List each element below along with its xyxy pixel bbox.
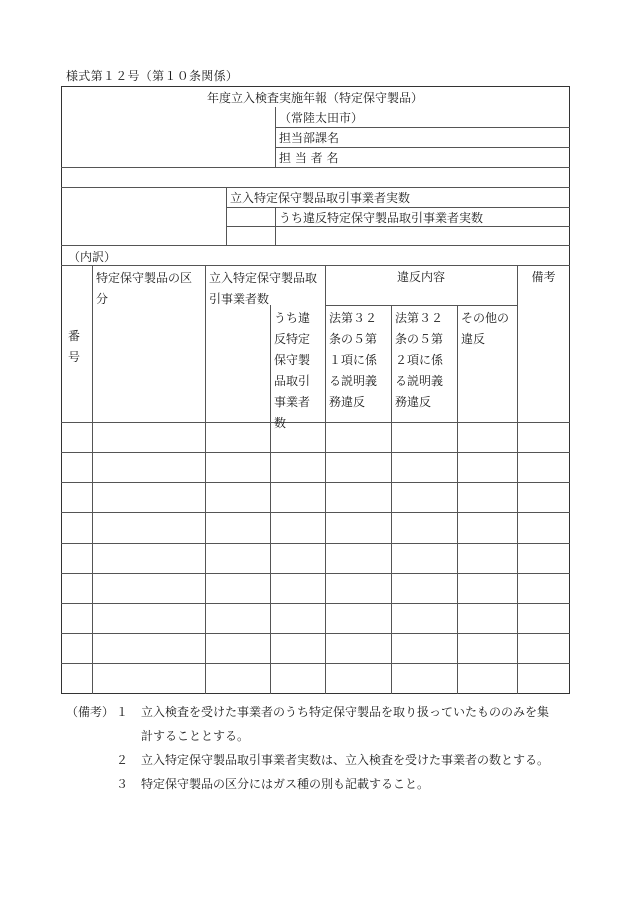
breakdown-label: （内訳）: [68, 250, 117, 264]
header-line: [275, 127, 570, 128]
violating-dealers-label: うち違反特定保守製品取引事業者実数: [279, 211, 484, 225]
table-column-line: [391, 305, 392, 694]
note-number: １: [116, 705, 129, 719]
header-bottom-line: [61, 422, 570, 423]
row-line: [61, 633, 570, 634]
row-line: [61, 543, 570, 544]
note-number: ３: [116, 777, 129, 791]
col-violation-content-header: 違反内容: [396, 270, 445, 284]
table-column-line: [270, 305, 271, 694]
counts-divider: [226, 187, 227, 245]
table-column-line: [92, 265, 93, 694]
col-number-header: 番 号: [68, 329, 81, 364]
note-text: 特定保守製品の区分にはガス種の別も記載すること。: [141, 777, 430, 791]
table-column-line: [457, 305, 458, 694]
table-column-line: [517, 265, 518, 694]
col-category-header: 特定保守製品の区 分: [96, 271, 193, 306]
header-line: [275, 147, 570, 148]
note-item: [66, 772, 586, 796]
col-other-header: その他の 違反: [461, 311, 510, 346]
col-art32-1-header: 法第３２ 条の５第 １項に係 る説明義 務違反: [329, 311, 378, 409]
table-column-line: [325, 265, 326, 694]
row-line: [61, 663, 570, 664]
col-dealers-header: 立入特定保守製品取 引事業者数: [209, 271, 318, 306]
notes-section: [66, 700, 586, 796]
table-column-line: [205, 265, 206, 694]
note-text: 立入特定保守製品取引事業者実数は、立入検査を受けた事業者の数とする。: [141, 753, 550, 767]
city-label: （常陸太田市）: [279, 111, 364, 125]
inspected-dealers-label: 立入特定保守製品取引事業者実数: [230, 191, 411, 205]
note-continuation: [66, 724, 586, 748]
row-line: [61, 452, 570, 453]
col-art32-2-header: 法第３２ 条の５第 ２項に係 る説明義 務違反: [395, 311, 444, 409]
note-item: [66, 748, 586, 772]
col-remarks-header: 備考: [531, 270, 556, 284]
subheader-line: [325, 305, 517, 306]
section-line: [61, 245, 570, 246]
col-violating-dealers-header: うち違 反特定 保守製 品取引 事業者 数: [274, 311, 311, 430]
note-number: ２: [116, 753, 129, 767]
note-text: 計することとする。: [141, 729, 250, 743]
notes-heading: （備考）: [66, 705, 115, 719]
row-line: [61, 573, 570, 574]
row-line: [61, 482, 570, 483]
section-line: [61, 187, 570, 188]
person-label: 担 当 者 名: [279, 151, 339, 165]
section-line: [61, 167, 570, 168]
row-line: [61, 603, 570, 604]
row-line: [61, 512, 570, 513]
table-top-line: [61, 265, 570, 266]
dept-label: 担当部課名: [279, 131, 340, 145]
header-divider: [275, 107, 276, 167]
report-title: 年度立入検査実施年報（特定保守製品）: [206, 91, 423, 105]
form-number: 様式第１２号（第１０条関係）: [66, 69, 239, 83]
counts-line: [226, 207, 570, 208]
note-text: 立入検査を受けた事業者のうち特定保守製品を取り扱っていたもののみを集: [141, 705, 550, 719]
counts-line: [226, 226, 570, 227]
note-item: [66, 700, 586, 724]
